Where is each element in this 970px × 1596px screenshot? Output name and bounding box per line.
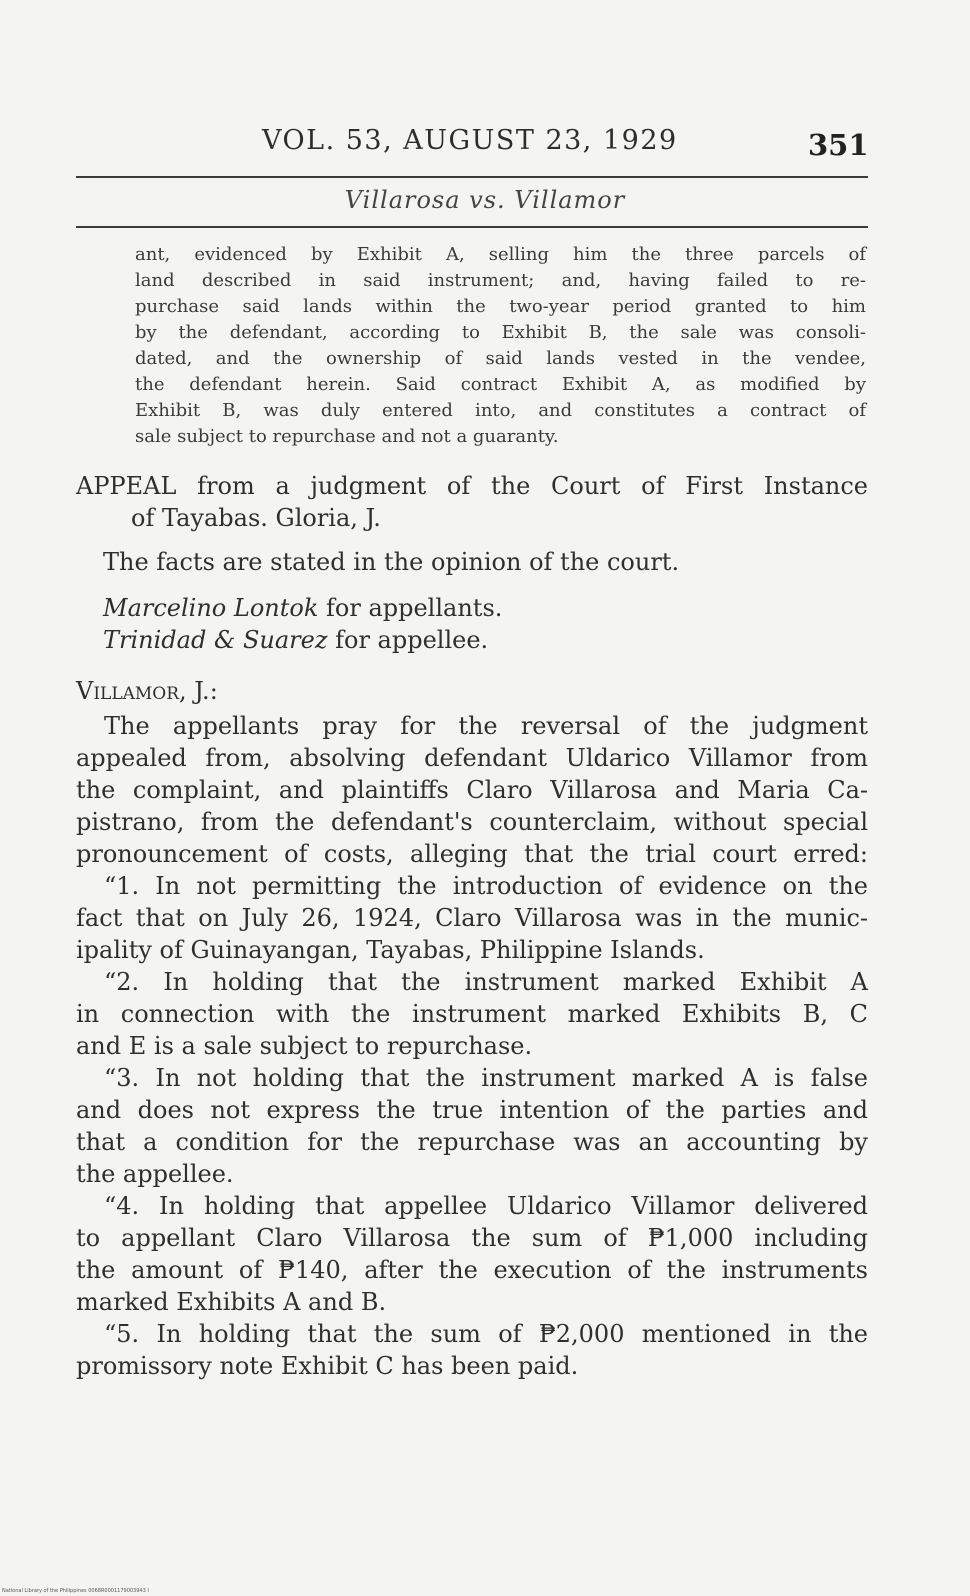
opinion-line: appealed from, absolving defendant Uldarico Villamor from [76, 744, 868, 772]
syllabus-line: purchase said lands within the two-year period granted to him [135, 296, 866, 317]
opinion-line: fact that on July 26, 1924, Claro Villarosa was in the munic- [76, 904, 868, 932]
syllabus-line: the defendant herein. Said contract Exhibit A, as modified by [135, 374, 866, 395]
opinion-line: promissory note Exhibit C has been paid. [76, 1352, 579, 1380]
syllabus-line: dated, and the ownership of said lands vested in the vendee, [135, 348, 866, 369]
opinion-line: pistrano, from the defendant's counterclaim, without special [76, 808, 868, 836]
header-rule-top [76, 176, 868, 178]
opinion-line: The appellants pray for the reversal of the judgment [104, 712, 868, 740]
counsel-block [103, 592, 895, 656]
opinion-line: “4. In holding that appellee Uldarico Villamor delivered [104, 1192, 868, 1220]
opinion-line: and E is a sale subject to repurchase. [76, 1032, 533, 1060]
opinion-line: pronouncement of costs, alleging that the trial court erred: [76, 840, 868, 868]
opinion-line: ipality of Guinayangan, Tayabas, Philippine Islands. [76, 936, 705, 964]
appeal-line: of Tayabas. Gloria, J. [131, 504, 381, 532]
appellants-counsel-name: Marcelino Lontok [103, 594, 319, 622]
opinion-line: the appellee. [76, 1160, 234, 1188]
opinion-line: “3. In not holding that the instrument marked A is false [104, 1064, 868, 1092]
appellants-counsel-role: for appellants. [318, 594, 503, 622]
syllabus-line: sale subject to repurchase and not a guaranty. [135, 426, 559, 447]
running-head: VOL. 53, AUGUST 23, 1929 [262, 125, 678, 156]
opinion-line: to appellant Claro Villarosa the sum of ₱1,000 including [76, 1224, 868, 1252]
scan-footer: National Library of the Philippines 0068R0001179003943 I [2, 1588, 149, 1594]
opinion-line: “2. In holding that the instrument marked Exhibit A [104, 968, 868, 996]
opinion-line: that a condition for the repurchase was an accounting by [76, 1128, 868, 1156]
opinion-line: in connection with the instrument marked Exhibits B, C [76, 1000, 868, 1028]
opinion-line: marked Exhibits A and B. [76, 1288, 387, 1316]
syllabus-line: by the defendant, according to Exhibit B, the sale was consoli- [135, 322, 866, 343]
appeal-statement [76, 470, 868, 534]
opinion-line: and does not express the true intention of the parties and [76, 1096, 868, 1124]
syllabus-line: ant, evidenced by Exhibit A, selling him the three parcels of [135, 244, 866, 265]
ponente [76, 675, 868, 707]
opinion-line: “1. In not permitting the introduction of evidence on the [104, 872, 868, 900]
facts-statement [103, 546, 895, 578]
opinion-body [76, 710, 868, 1382]
opinion-line: the complaint, and plaintiffs Claro Villarosa and Maria Ca- [76, 776, 868, 804]
syllabus-line: land described in said instrument; and, having failed to re- [135, 270, 866, 291]
appeal-line: APPEAL from a judgment of the Court of First Instance [76, 472, 868, 500]
judge-name: Villamor, J.: [76, 677, 218, 705]
syllabus-line: Exhibit B, was duly entered into, and constitutes a contract of [135, 400, 866, 421]
header-rule-bottom [76, 226, 868, 228]
facts-text: The facts are stated in the opinion of the court. [103, 548, 680, 576]
page-number: 351 [808, 128, 869, 162]
case-title: Villarosa vs. Villamor [344, 186, 626, 214]
syllabus-paragraph [135, 242, 866, 450]
appellee-counsel-role: for appellee. [327, 626, 489, 654]
opinion-line: “5. In holding that the sum of ₱2,000 mentioned in the [104, 1320, 868, 1348]
appellee-counsel-name: Trinidad & Suarez [103, 626, 328, 654]
opinion-line: the amount of ₱140, after the execution of the instruments [76, 1256, 868, 1284]
counsel-appellee [103, 624, 895, 656]
counsel-appellants [103, 592, 895, 624]
